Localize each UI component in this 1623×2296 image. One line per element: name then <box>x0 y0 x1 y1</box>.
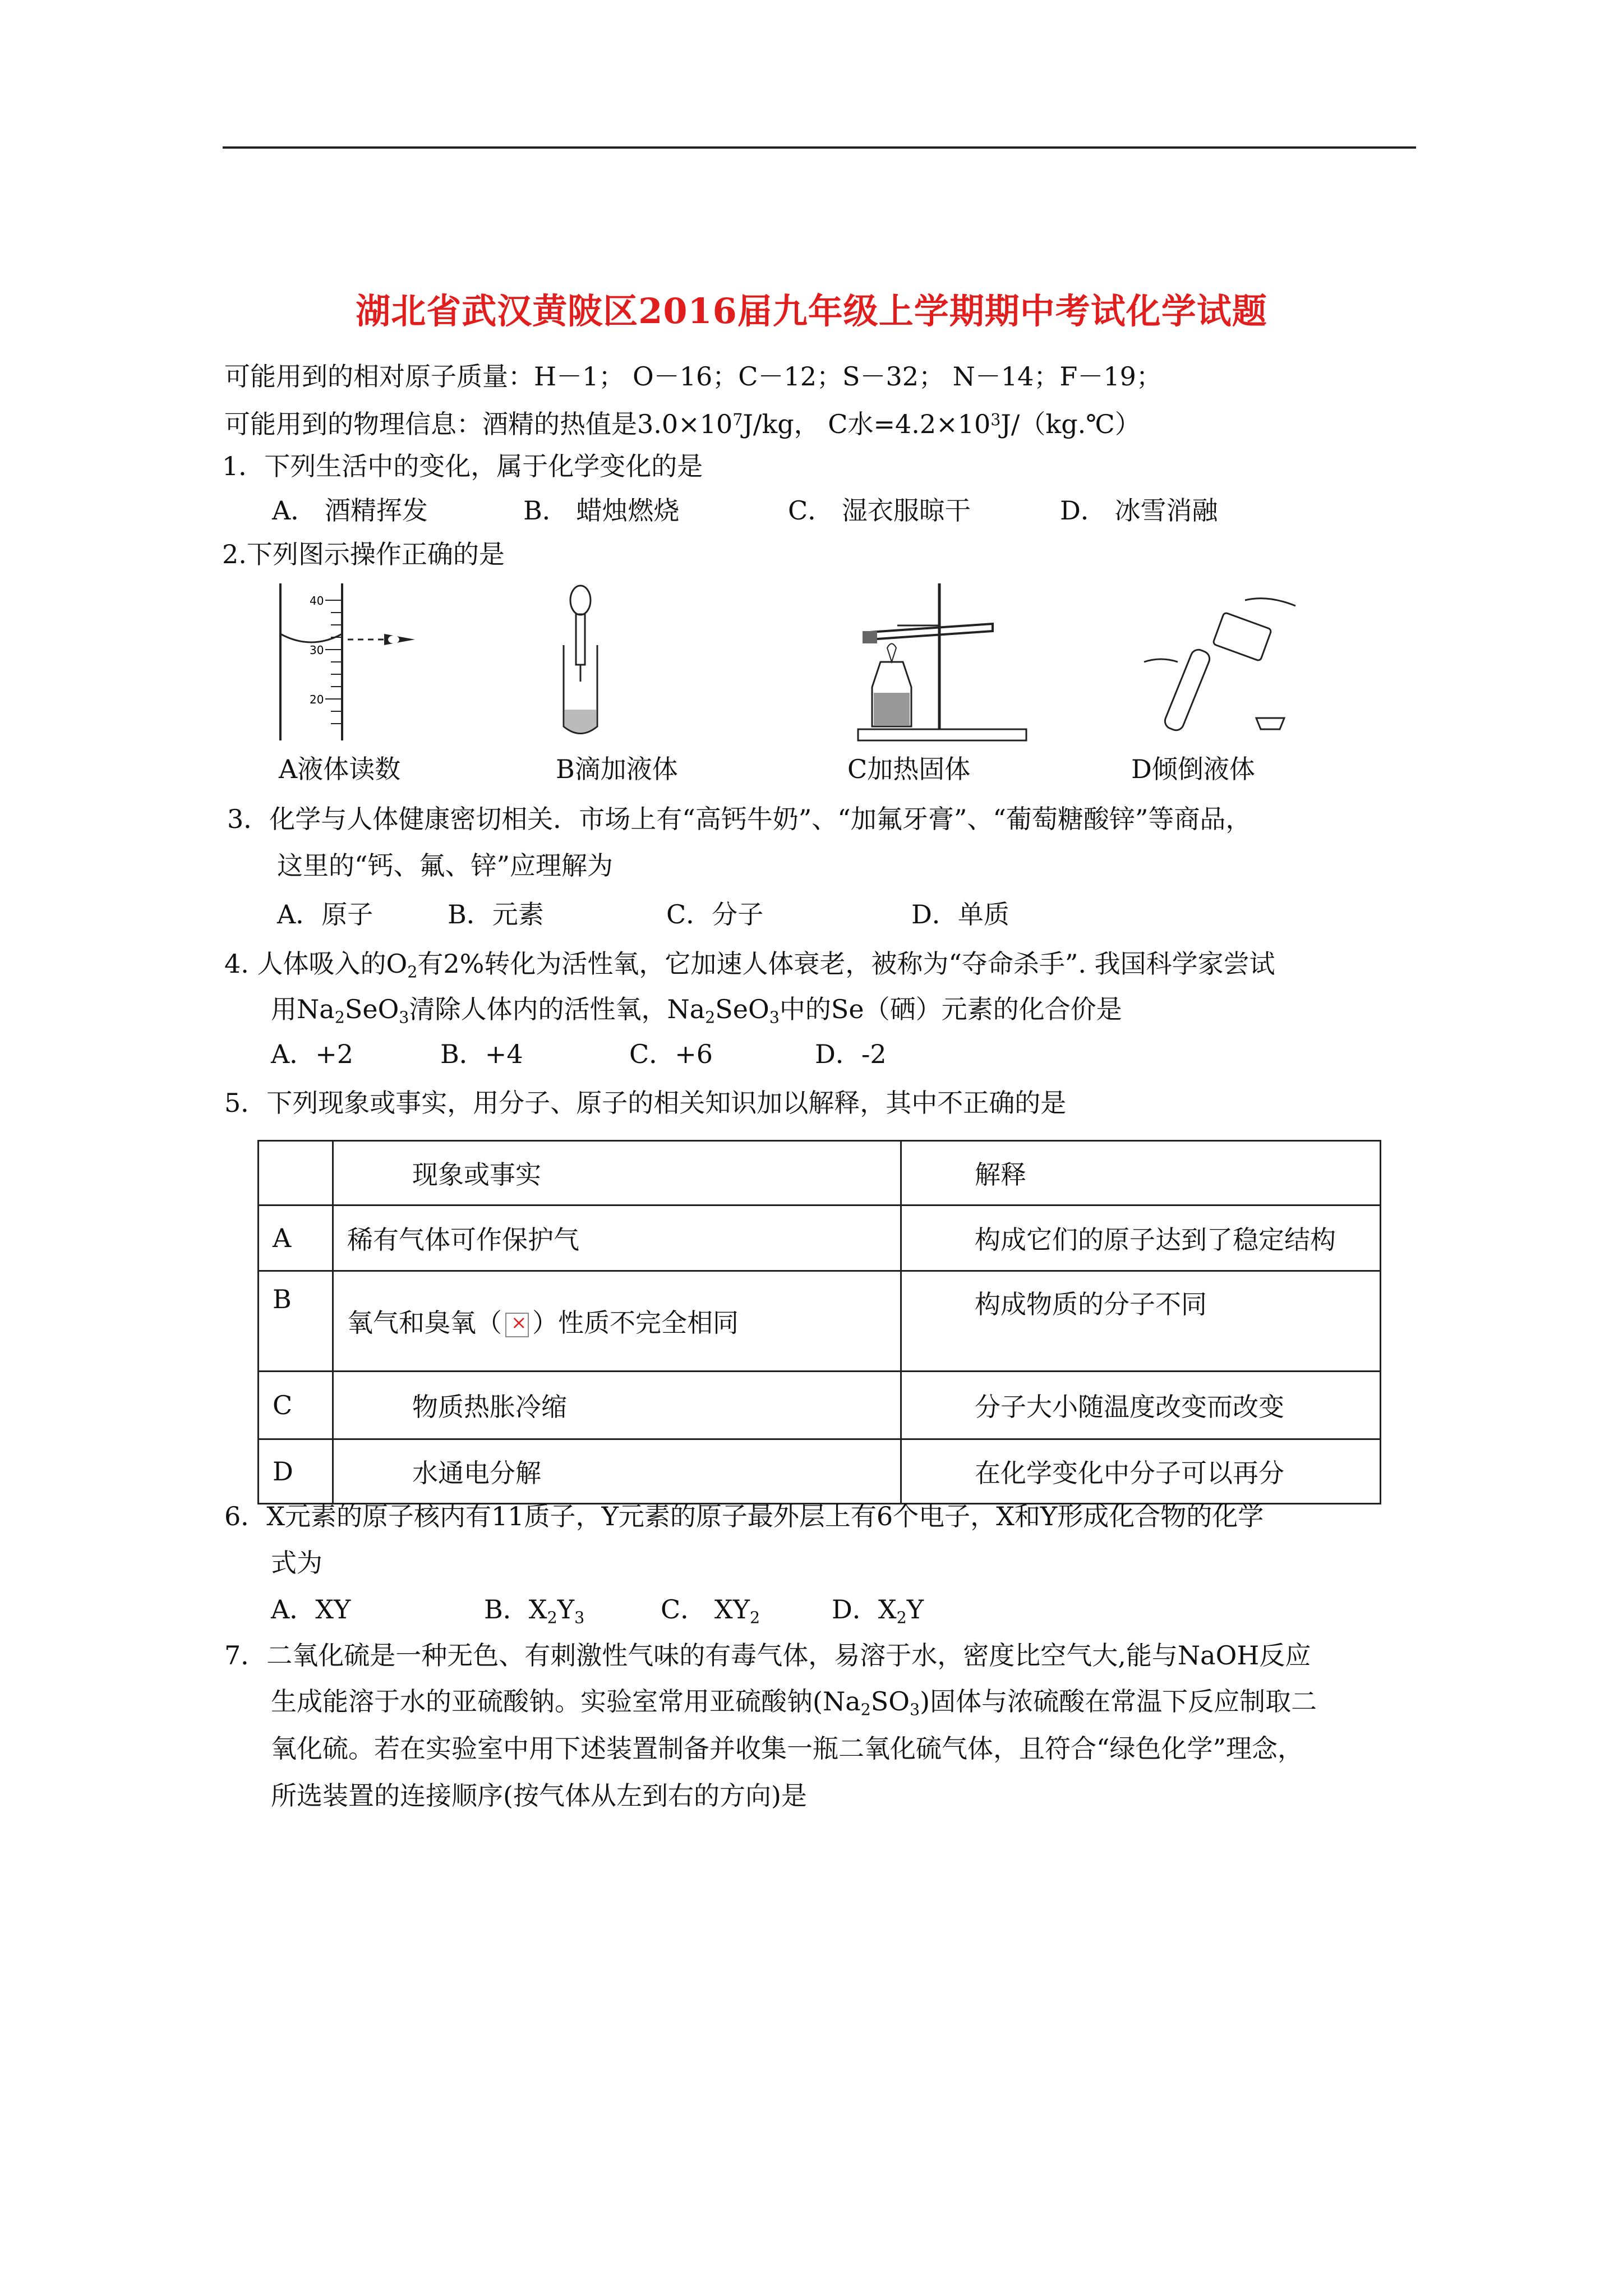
table-row <box>259 1271 1381 1372</box>
q6-option-d: D．$X_2Y$ <box>832 1594 924 1627</box>
table-row-header <box>259 1141 1381 1205</box>
q1-option-a: A． 酒精挥发 <box>272 495 428 526</box>
q7-stem-line1: 7．二氧化硫是一种无色、有刺激性气味的有毒气体，易溶于水，密度比空气大,能与NaOH反应 <box>224 1640 1311 1671</box>
q4-option-a: A．+2 <box>271 1039 354 1069</box>
header-rule <box>223 146 1416 149</box>
q2-stem: 2.下列图示操作正确的是 <box>222 539 505 569</box>
table-row <box>259 1439 1381 1504</box>
row-explain: 构成物质的分子不同 <box>901 1271 1381 1372</box>
figure-d-pouring <box>1133 595 1312 740</box>
row-key: A <box>259 1205 333 1271</box>
figure-a-cylinder <box>264 578 432 746</box>
row-fact: 水通电分解 <box>333 1439 901 1504</box>
q7-stem-line2: 生成能溶于水的亚硫酸钠。实验室常用亚硫酸钠$(Na_2SO_3)$固体与浓硫酸在常温下反应制取二 <box>271 1686 1317 1719</box>
q6-stem-line1: 6．X元素的原子核内有11质子，Y元素的原子最外层上有6个电子，X和Y形成化合物的化学 <box>224 1501 1264 1531</box>
atomic-mass-info: 可能用到的相对原子质量：H－1； O－16；C－12；S－32； N－14；F－19； <box>224 361 1162 392</box>
row-explain: 构成它们的原子达到了稳定结构 <box>901 1205 1381 1271</box>
q6-stem-line2: 式为 <box>271 1548 322 1578</box>
row-key: D <box>259 1439 333 1504</box>
figure-a-caption: A液体读数 <box>279 754 401 784</box>
row-fact: 氧气和臭氧（× ）性质不完全相同 <box>333 1271 901 1372</box>
header-cell-explain: 解释 <box>901 1141 1381 1205</box>
row-key: B <box>259 1271 333 1372</box>
scale-label-30: 30 <box>310 643 324 657</box>
q5-stem: 5．下列现象或事实，用分子、原子的相关知识加以解释，其中不正确的是 <box>224 1088 1067 1118</box>
figure-d-caption: D倾倒液体 <box>1131 754 1255 784</box>
q3-option-c: C．分子 <box>666 899 764 930</box>
q4-option-c: C．+6 <box>629 1039 713 1069</box>
scale-label-20: 20 <box>310 693 324 706</box>
figure-b-caption: B滴加液体 <box>556 754 678 784</box>
row-key: C <box>259 1372 333 1439</box>
q3-option-a: A．原子 <box>277 899 374 930</box>
q6-option-a: A．XY <box>271 1594 351 1625</box>
q1-option-b: B． 蜡烛燃烧 <box>523 495 680 526</box>
q4-option-d: D．-2 <box>815 1039 887 1069</box>
row-explain: 在化学变化中分子可以再分 <box>901 1439 1381 1504</box>
figure-c-caption: C加热固体 <box>847 754 971 784</box>
row-fact: 物质热胀冷缩 <box>333 1372 901 1439</box>
q1-option-d: D． 冰雪消融 <box>1060 495 1218 526</box>
q6-option-c: C． $XY_2$ <box>661 1594 760 1627</box>
q4-stem-line1: 4. 人体吸入的$O_2$有2%转化为活性氧，它加速人体衰老，被称为“夺命杀手”. 我国科学家尝试 <box>224 949 1275 982</box>
q4-stem-line2: 用$Na_2SeO_3$清除人体内的活性氧，$Na_2SeO_3$中的Se（硒）元素的化合价是 <box>271 994 1122 1027</box>
page-title: 湖北省武汉黄陂区2016届九年级上学期期中考试化学试题 <box>356 291 1267 332</box>
header-cell-blank <box>259 1141 333 1205</box>
row-fact: 稀有气体可作保护气 <box>333 1205 901 1271</box>
q3-option-b: B．元素 <box>448 899 544 930</box>
q1-stem: 1．下列生活中的变化，属于化学变化的是 <box>222 451 703 481</box>
q6-option-b: B．$X_2Y_3$ <box>484 1594 585 1627</box>
physics-info: 可能用到的物理信息：酒精的热值是$3.0\times 10^7J/kg$， C水$=4.2\times 10^3J/(kg.℃)$ <box>224 409 1141 439</box>
figure-b-dropper <box>547 583 614 740</box>
q7-stem-line3: 氧化硫。若在实验室中用下述装置制备并收集一瓶二氧化硫气体，且符合“绿色化学”理念， <box>271 1733 1304 1764</box>
q4-option-b: B．+4 <box>440 1039 523 1069</box>
q7-stem-line4: 所选装置的连接顺序(按气体从左到右的方向)是 <box>271 1780 807 1811</box>
q3-option-d: D．单质 <box>911 899 1009 930</box>
header-cell-fact: 现象或事实 <box>333 1141 901 1205</box>
row-explain: 分子大小随温度改变而改变 <box>901 1372 1381 1439</box>
broken-image-icon <box>505 1313 529 1337</box>
q1-option-c: C． 湿衣服晾干 <box>788 495 971 526</box>
table-row <box>259 1372 1381 1439</box>
figure-c-heating <box>847 578 1032 746</box>
q5-table <box>257 1140 1381 1504</box>
table-row <box>259 1205 1381 1271</box>
q3-stem-line1: 3．化学与人体健康密切相关．市场上有“高钙牛奶”、“加氟牙膏”、“葡萄糖酸锌”等商品， <box>227 804 1252 834</box>
q3-stem-line2: 这里的“钙、氟、锌”应理解为 <box>277 850 614 881</box>
scale-label-40: 40 <box>310 594 324 608</box>
